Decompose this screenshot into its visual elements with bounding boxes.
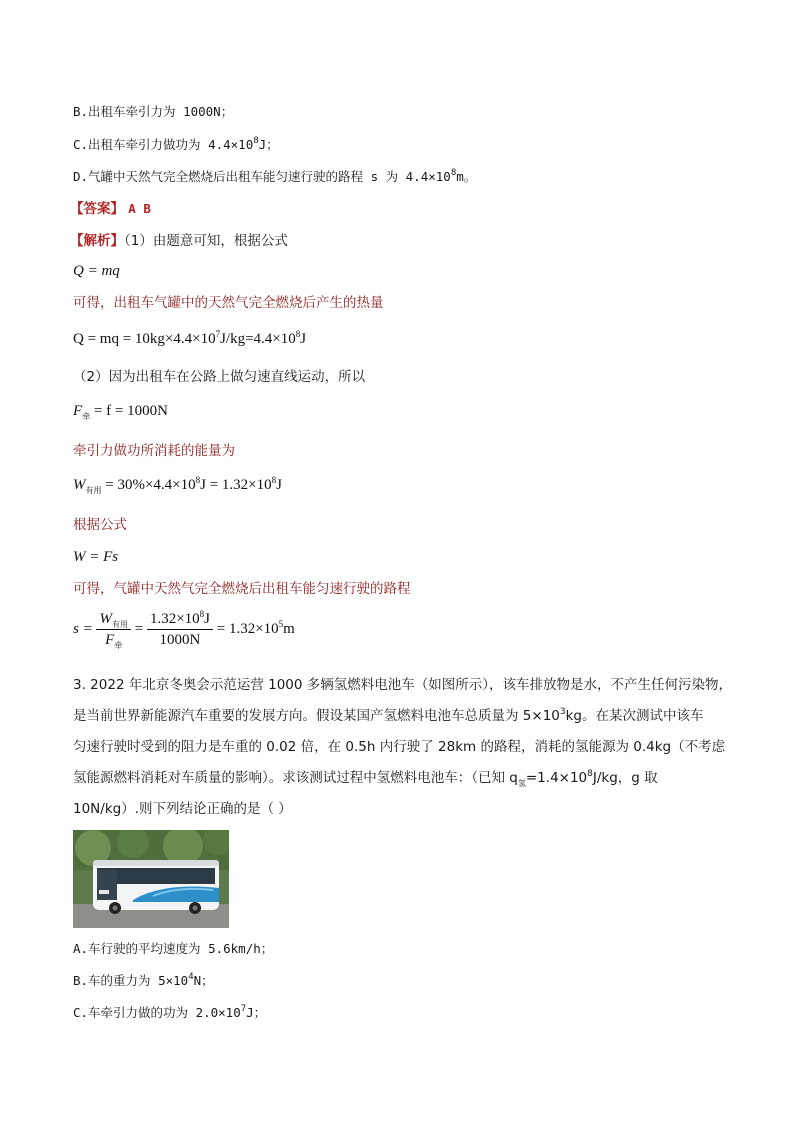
q3-line4: 氢能源燃料消耗对车质量的影响）。求该测试过程中氢燃料电池车：（已知 $q_氢=1.4\times 10^8J/kg$，g 取 [73,769,658,788]
option-d-prev: D.气罐中天然气完全燃烧后出租车能匀速行驶的路程 s 为 $4.4\times 10^8m$。 [73,168,477,184]
analysis-text3: 牵引力做功所消耗的能量为 [73,443,235,459]
formula-heat: Q = mq [73,263,120,279]
fraction-numeric: $\frac{1.32\times 10^8J}{1000N}$ [147,610,213,649]
analysis-text5: 可得，气罐中天然气完全燃烧后出租车能匀速行驶的路程 [73,581,411,597]
analysis-step1: 【解析】（1）由题意可知，根据公式 [70,233,288,249]
answer-label: 【答案】 [70,201,124,217]
analysis-text4: 根据公式 [73,517,127,533]
q3-option-a: A.车行驶的平均速度为 5.6km/h； [73,941,274,956]
q3-line1: 3. 2022 年北京冬奥会示范运营 1000 多辆氢燃料电池车（如图所示），该车排放物是水，不产生任何污染物， [73,677,733,693]
q3-option-c: C.车牵引力做的功为 $2.0\times 10^7J$； [73,1004,267,1020]
formula-work: $W_{有用} = 30\%\times 4.4\times 10^8J = 1.32\times 10^8J$ [73,475,282,495]
bus-photo [73,830,229,928]
analysis-step2: （2）因为出租车在公路上做匀速直线运动，所以 [73,369,366,385]
q3-line2: 是当前世界新能源汽车重要的发展方向。假设某国产氢燃料电池车总质量为 $5\times 10^3kg$。在某次测试中该车 [73,707,704,724]
analysis-text2: 可得，出租车气罐中的天然气完全燃烧后产生的热量 [73,295,384,311]
q3-line3: 匀速行驶时受到的阻力是车重的 0.02 倍，在 0.5h 内行驶了 28km 的路程，消耗的氢能源为 0.4kg（不考虑 [73,739,726,755]
formula-heat-calc: Q = mq = $10kg\times 4.4\times 10^7J/kg=4.4\times 10^8J$ [73,329,307,347]
fraction-symbolic: $\frac{W_{有用}}{F_牵}$ [96,610,131,649]
analysis-label: 【解析】 [70,233,124,249]
formula-work-def: W = Fs [73,549,119,565]
option-b-prev: B.出租车牵引力为 1000N； [73,104,234,119]
q3-option-b: B.车的重力为 $5\times 10^4N$； [73,972,214,988]
formula-traction: $F_牵 = f = 1000N$ [73,403,168,421]
answer-line [70,200,151,218]
answer-value: A B [128,201,151,216]
option-c-prev: C.出租车牵引力做功为 $4.4\times 10^8J$； [73,136,279,152]
formula-distance: s = $\frac{W_{有用}}{F_牵}$ = $\frac{1.32\times 10^8J}{1000N}$ = $1.32\times 10^5m$ [73,609,295,650]
q3-line5: 10N/kg）.则下列结论正确的是（ ） [73,801,292,817]
